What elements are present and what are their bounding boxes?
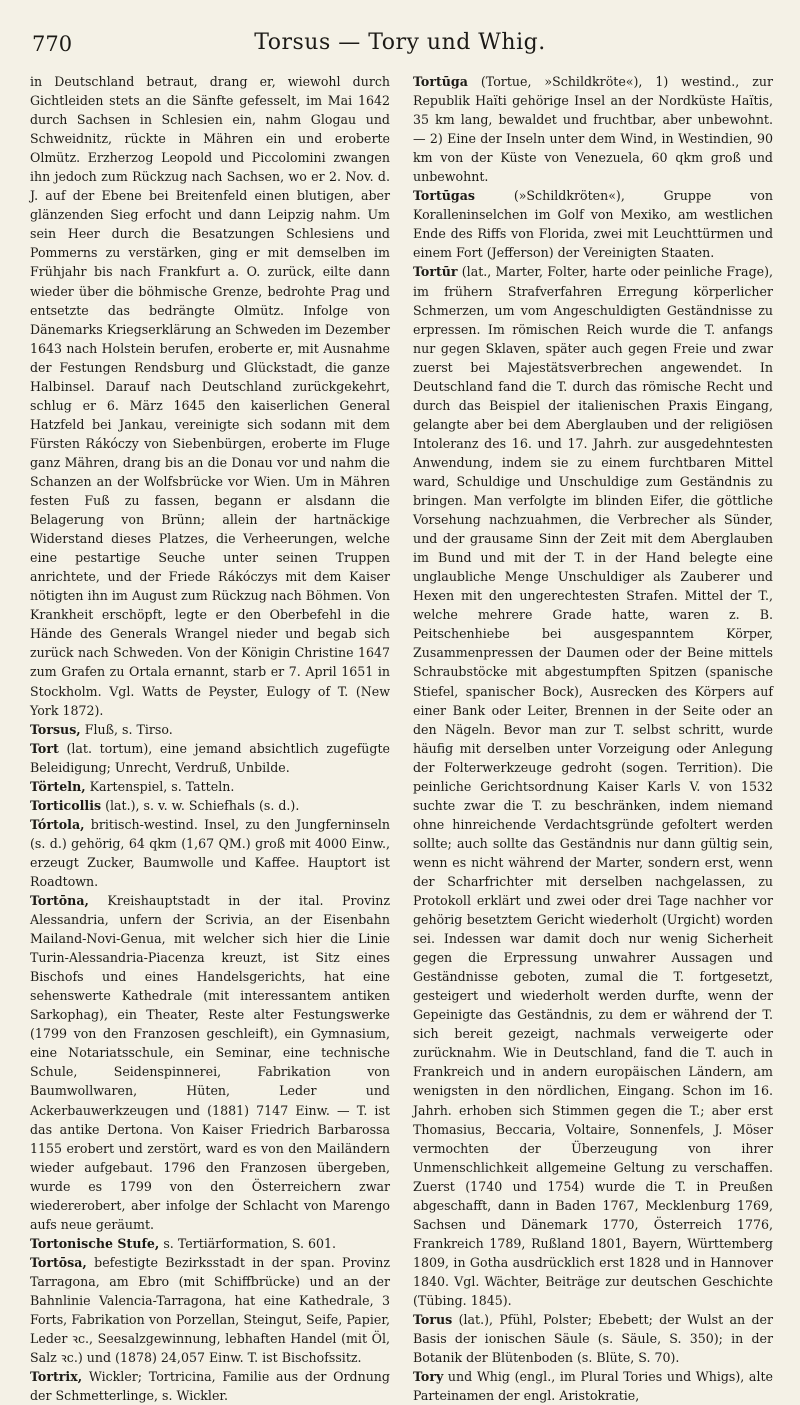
dictionary-entry: [30, 739, 390, 777]
entry-text: und Whig (engl., im Plural Tories und Whigs), alte Parteinamen der engl. Aristokratie,: [413, 1369, 773, 1404]
dictionary-entry: [30, 891, 390, 1234]
entry-text: (lat.), Pfühl, Polster; Ebebett; der Wulst an der Basis der ionischen Säule (s. Säule, S. 350); in der Botanik der Blütenboden (s. Blüte, S. 70).: [413, 1312, 773, 1366]
entry-headword: Tortrix,: [30, 1369, 83, 1385]
dictionary-entry: [30, 1234, 390, 1253]
entry-text: Fluß, s. Tirso.: [84, 721, 173, 737]
entry-headword: Tory: [413, 1369, 444, 1385]
entry-headword: Torus: [413, 1312, 453, 1328]
dictionary-entry: [413, 1367, 773, 1405]
entry-headword: Tórtola,: [30, 816, 85, 832]
entry-text: in Deutschland betraut, drang er, wiewohl durch Gichtleiden stets an die Sänfte gefesselt, im Mai 1642 durch Sachsen in Schlesien ein, nahm Glogau und Schweidnitz, rückte in Mähren ein und eroberte Olmütz. Erzherzog Leopold und Piccolomini zwangen ihn jedoch zum Rückzug nach Sachsen, wo er 2. Nov. d. J. auf der Ebene bei Breitenfeld einen blutigen, aber glänzenden Sieg erfocht und dann Leipzig nahm. Um sein Heer durch die Besatzungen Schlesiens und Pommerns zu verstärken, ging er mit demselben im Frühjahr bis nach Frankfurt a. O. zurück, eilte dann wieder über die böhmische Grenze, bedrohte Prag und entsetzte das bedrängte Olmütz. Infolge von Dänemarks Kriegserklärung an Schweden im Dezember 1643 nach Holstein berufen, eroberte er, mit Ausnahme der Festungen Rendsburg und Glückstadt, die ganze Halbinsel. Darauf nach Deutschland zurückgekehrt, schlug er 6. März 1645 den kaiserlichen General Hatzfeld bei Jankau, vereinigte sich sodann mit dem Fürsten Rákóczy von Siebenbürgen, eroberte im Fluge ganz Mähren, drang bis an die Donau vor und nahm die Schanzen an der Wolfsbrücke vor Wien. Um in Mähren festen Fuß zu fassen, begann er alsdann die Belagerung von Brünn; allein der hartnäckige Widerstand dieses Platzes, die Verheerungen, welche eine pestartige Seuche unter seinen Truppen anrichtete, und der Friede Rákóczys mit dem Kaiser nötigten ihn im August zum Rückzug nach Böhmen. Von Krankheit erschöpft, legte er den Oberbefehl in die Hände des Generals Wrangel nieder und begab sich zurück nach Schweden. Von der Königin Christine 1647 zum Grafen zu Ortala ernannt, starb er 7. April 1651 in Stockholm. Vgl. Watts de Peyster, Eulogy of T. (New York 1872).: [30, 74, 390, 718]
entry-headword: Törteln,: [30, 778, 86, 794]
entry-headword: Tortūr: [413, 264, 458, 280]
entry-headword: Tortūgas: [413, 188, 475, 204]
right-column: [413, 72, 773, 1405]
entry-headword: Tortōna,: [30, 893, 89, 909]
entry-headword: Tortōsa,: [30, 1254, 87, 1270]
entry-headword: Tortonische Stufe,: [30, 1235, 160, 1251]
dictionary-entry: [30, 796, 390, 815]
dictionary-entry: [30, 815, 390, 891]
dictionary-entry: [413, 262, 773, 1310]
entry-text: (lat.), s. v. w. Schiefhals (s. d.).: [105, 797, 300, 813]
entry-text: Wickler; Tortricina, Familie aus der Ordnung der Schmetterlinge, s. Wickler.: [30, 1369, 390, 1404]
dictionary-entry: [30, 1253, 390, 1367]
dictionary-entry: [30, 72, 390, 720]
dictionary-entry: [30, 1367, 390, 1405]
dictionary-entry: [413, 72, 773, 186]
entry-text: Kreishauptstadt in der ital. Provinz Alessandria, unfern der Scrivia, an der Eisenbahn Mailand-Novi-Genua, mit welcher sich hier die Linie Turin-Alessandria-Piacenza kreuzt, ist Sitz eines Bischofs und eines Handelsgerichts, hat eine sehenswerte Kathedrale (mit interessantem antiken Sarkophag), ein Theater, Reste alter Festungswerke (1799 von den Franzosen geschleift), ein Gymnasium, eine Notariatsschule, ein Seminar, eine technische Schule, Seidenspinnerei, Fabrikation von Baumwollwaren, Hüten, Leder und Ackerbauwerkzeugen und (1881) 7147 Einw. — T. ist das antike Dertona. Von Kaiser Friedrich Barbarossa 1155 erobert und zerstört, ward es von den Mailändern wieder aufgebaut. 1796 den Franzosen übergeben, wurde es 1799 von den Österreichern zwar wiedererobert, aber infolge der Schlacht von Marengo aufs neue geräumt.: [30, 893, 390, 1232]
dictionary-entry: [413, 1310, 773, 1367]
running-title: Torsus — Tory und Whig.: [254, 30, 546, 55]
entry-text: britisch-westind. Insel, zu den Jungferninseln (s. d.) gehörig, 64 qkm (1,67 QM.) groß mit 4000 Einw., erzeugt Zucker, Baumwolle und Kaffee. Hauptort ist Roadtown.: [30, 816, 390, 889]
page-number: 770: [32, 32, 73, 56]
page-header: [30, 26, 770, 62]
entry-text: befestigte Bezirksstadt in der span. Provinz Tarragona, am Ebro (mit Schiffbrücke) und an der Bahnlinie Valencia-Tarragona, hat eine Kathedrale, 3 Forts, Fabrikation von Porzellan, Steingut, Seife, Papier, Leder ꝛc., Seesalzgewinnung, lebhaften Handel (mit Öl, Salz ꝛc.) und (1878) 24,057 Einw. T. ist Bischofssitz.: [30, 1254, 390, 1366]
left-column: [30, 72, 390, 1405]
entry-headword: Tort: [30, 740, 59, 756]
entry-text: Kartenspiel, s. Tatteln.: [89, 778, 235, 794]
entry-text: (»Schildkröten«), Gruppe von Koralleninselchen im Golf von Mexiko, am westlichen Ende des Riffs von Florida, zwei mit Leuchttürmen und einem Fort (Jefferson) der Vereinigten Staaten.: [413, 188, 773, 261]
entry-headword: Tortūga: [413, 74, 468, 89]
dictionary-entry: [30, 720, 390, 739]
dictionary-entry: [30, 777, 390, 796]
entry-text: s. Tertiärformation, S. 601.: [163, 1235, 337, 1251]
entry-text: (lat., Marter, Folter, harte oder peinliche Frage), im frühern Strafverfahren Erregung körperlicher Schmerzen, um vom Angeschuldigten Geständnisse zu erpressen. Im römischen Reich wurde die T. anfangs nur gegen Sklaven, später auch gegen Freie und zwar zuerst bei Majestätsverbrechen angewendet. In Deutschland fand die T. durch das römische Recht und durch das Beispiel der italienischen Praxis Eingang, gelangte aber bei dem Aberglauben und der religiösen Intoleranz des 16. und 17. Jahrh. zur ausgedehntesten Anwendung, indem sie zu einem furchtbaren Mittel ward, Schuldige und Unschuldige zum Geständnis zu bringen. Man verfolgte im blinden Eifer, die göttliche Vorsehung nachzuahmen, die Verbrecher als Sünder, und der grausame Sinn der Zeit mit dem Aberglauben im Bund und mit der T. in der Hand belegte eine unglaubliche Menge Unschuldiger als Zauberer und Hexen mit den ungerechtesten Strafen. Mittel der T., welche mehrere Grade hatte, waren z. B. Peitschenhiebe bei ausgespanntem Körper, Zusammenpressen der Daumen oder der Beine mittels Schraubstöcke mit abgestumpften Spitzen (spanische Stiefel, spanischer Bock), Ausrecken des Körpers auf einer Bank oder Leiter, Brennen in der Seite oder an den Nägeln. Bevor man zur T. selbst schritt, wurde häufig mit derselben unter Vorzeigung oder Anlegung der Folterwerkzeuge gedroht (sogen. Territion). Die peinliche Gerichtsordnung Kaiser Karls V. von 1532 suchte zwar die T. zu beschränken, indem niemand ohne hinreichende Verdachtsgründe gefoltert werden sollte; auch sollte das Geständnis nur dann gültig sein, wenn es nicht während der Marter, sondern erst, wenn der Scharfrichter mit derselben nachgelassen, zu Protokoll erklärt und zwei oder drei Tage nachher vor gehörig besetztem Gericht wiederholt (Urgicht) worden sei. Indessen war damit doch nur wenig Sicherheit gegen die Erpressung unwahrer Aussagen und Geständnisse geboten, zumal die T. fortgesetzt, gesteigert und wiederholt werden durfte, wenn der Gepeinigte das Geständnis, zu dem er während der T. sich bereit gezeigt, nachmals verweigerte oder zurücknahm. Wie in Deutschland, fand die T. auch in Frankreich und in andern europäischen Ländern, am wenigsten in den nördlichen, Eingang. Schon im 16. Jahrh. erhoben sich Stimmen gegen die T.; aber erst Thomasius, Beccaria, Voltaire, Sonnenfels, J. Möser vermochten der Überzeugung von ihrer Unmenschlichkeit allgemeine Geltung zu verschaffen. Zuerst (1740 und 1754) wurde die T. in Preußen abgeschafft, dann in Baden 1767, Mecklenburg 1769, Sachsen und Dänemark 1770, Österreich 1776, Frankreich 1789, Rußland 1801, Bayern, Württemberg 1809, in Gotha ausdrücklich erst 1828 und in Hannover 1840. Vgl. Wächter, Beiträge zur deutschen Geschichte (Tübing. 1845).: [413, 264, 774, 1308]
entry-text: (Tortue, »Schildkröte«), 1) westind., zur Republik Haïti gehörige Insel an der Nordküste Haïtis, 35 km lang, bewaldet und fruchtbar, aber unbewohnt. — 2) Eine der Inseln unter dem Wind, in Westindien, 90 km von der Küste von Venezuela, 60 qkm groß und unbewohnt.: [413, 74, 773, 185]
entry-text: (lat. tortum), eine jemand absichtlich zugefügte Beleidigung; Unrecht, Verdruß, Unbilde.: [30, 740, 390, 775]
entry-headword: Torticollis: [30, 797, 102, 813]
entry-headword: Torsus,: [30, 721, 81, 737]
dictionary-entry: [413, 186, 773, 262]
